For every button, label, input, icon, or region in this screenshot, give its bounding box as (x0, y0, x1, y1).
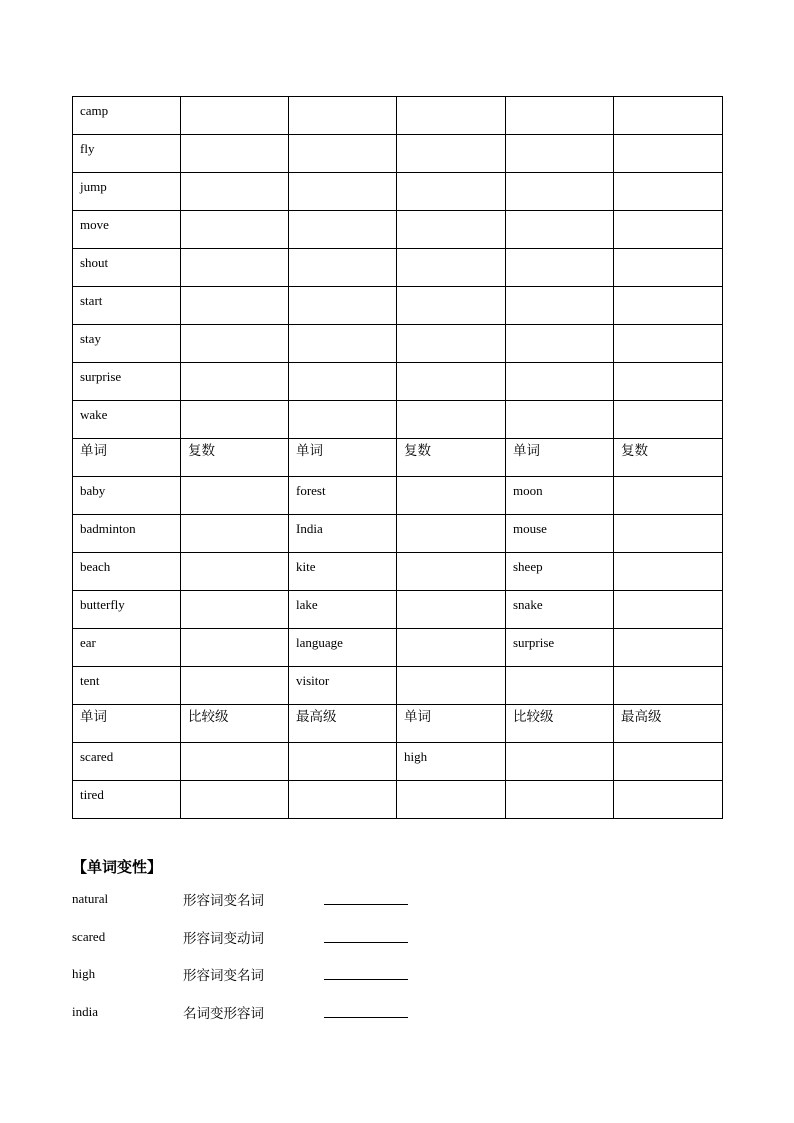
answer-cell[interactable] (397, 477, 506, 515)
cell-text: camp (80, 103, 109, 118)
cell-text (404, 667, 498, 674)
answer-cell[interactable] (397, 515, 506, 553)
cell-text (188, 477, 281, 484)
word-cell (73, 477, 181, 515)
answer-cell[interactable] (506, 325, 614, 363)
table-row (73, 211, 723, 249)
header-cell (289, 439, 397, 477)
answer-cell[interactable] (181, 629, 289, 667)
word-cell (73, 743, 181, 781)
cell-text: 单词 (296, 443, 323, 459)
answer-cell[interactable] (289, 781, 397, 819)
cell-text (513, 249, 606, 256)
cell-text (513, 363, 606, 370)
cell-text (188, 781, 281, 788)
cell-text (513, 743, 606, 750)
table-body (73, 97, 723, 819)
answer-cell[interactable] (506, 249, 614, 287)
conversion-word: natural (72, 891, 109, 906)
cell-text (513, 781, 606, 788)
answer-cell[interactable] (506, 135, 614, 173)
cell-text: visitor (296, 673, 330, 688)
table-row (73, 629, 723, 667)
word-cell (73, 173, 181, 211)
answer-cell[interactable] (614, 211, 723, 249)
cell-text: 比较级 (513, 709, 554, 725)
cell-text (404, 325, 498, 332)
cell-text: 复数 (621, 443, 648, 459)
cell-text (188, 135, 281, 142)
header-cell (397, 705, 506, 743)
cell-text (188, 97, 281, 104)
answer-cell[interactable] (397, 363, 506, 401)
header-cell (181, 705, 289, 743)
answer-cell[interactable] (397, 97, 506, 135)
cell-text (513, 401, 606, 408)
cell-text (621, 477, 715, 484)
cell-text (513, 173, 606, 180)
word-cell (73, 667, 181, 705)
cell-text (621, 135, 715, 142)
cell-text: kite (296, 559, 316, 574)
cell-text: tired (80, 787, 104, 802)
cell-text (296, 97, 389, 104)
answer-cell[interactable] (397, 401, 506, 439)
cell-text: wake (80, 407, 108, 422)
cell-text: sheep (513, 559, 543, 574)
answer-blank[interactable] (324, 1017, 408, 1018)
table-row (73, 97, 723, 135)
word-cell (506, 553, 614, 591)
word-cell (506, 629, 614, 667)
cell-text: badminton (80, 521, 136, 536)
cell-text: scared (80, 749, 114, 764)
word-cell (289, 477, 397, 515)
table-row (73, 477, 723, 515)
answer-cell[interactable] (289, 743, 397, 781)
word-cell (289, 591, 397, 629)
table-row (73, 325, 723, 363)
cell-text (404, 249, 498, 256)
cell-text (296, 743, 389, 750)
answer-cell[interactable] (181, 477, 289, 515)
cell-text: 比较级 (188, 709, 229, 725)
table-row (73, 743, 723, 781)
answer-cell[interactable] (181, 211, 289, 249)
cell-text: 最高级 (621, 709, 662, 725)
cell-text (621, 97, 715, 104)
word-cell (73, 363, 181, 401)
answer-cell[interactable] (181, 667, 289, 705)
conversion-type: 名词变形容词 (183, 1005, 264, 1022)
cell-text (404, 135, 498, 142)
cell-text: start (80, 293, 103, 308)
cell-text (188, 211, 281, 218)
cell-text (621, 173, 715, 180)
cell-text: butterfly (80, 597, 125, 612)
cell-text (188, 173, 281, 180)
cell-text (296, 211, 389, 218)
table-row (73, 363, 723, 401)
conversion-type: 形容词变动词 (183, 930, 264, 947)
cell-text (621, 553, 715, 560)
cell-text (621, 211, 715, 218)
cell-text (188, 401, 281, 408)
header-cell (506, 439, 614, 477)
table-row (73, 515, 723, 553)
cell-text: shout (80, 255, 109, 270)
conversion-item (72, 964, 472, 1002)
word-cell (506, 515, 614, 553)
cell-text: snake (513, 597, 543, 612)
cell-text (296, 781, 389, 788)
answer-cell[interactable] (181, 173, 289, 211)
word-cell (73, 249, 181, 287)
answer-cell[interactable] (614, 325, 723, 363)
cell-text: language (296, 635, 343, 650)
answer-cell[interactable] (289, 401, 397, 439)
cell-text (621, 325, 715, 332)
cell-text: 单词 (80, 443, 107, 459)
cell-text (188, 249, 281, 256)
conversion-type: 形容词变名词 (183, 893, 264, 909)
cell-text (188, 325, 281, 332)
answer-cell[interactable] (614, 515, 723, 553)
table-header-row (73, 439, 723, 477)
cell-text (513, 325, 606, 332)
table-row (73, 173, 723, 211)
table-row (73, 553, 723, 591)
table-header-row (73, 705, 723, 743)
cell-text: India (296, 521, 323, 536)
answer-blank[interactable] (324, 979, 408, 980)
header-cell (614, 439, 723, 477)
table-row (73, 287, 723, 325)
word-cell (73, 97, 181, 135)
cell-text (404, 781, 498, 788)
answer-cell[interactable] (614, 363, 723, 401)
cell-text: 单词 (80, 709, 107, 725)
cell-text: surprise (513, 635, 555, 650)
cell-text (404, 211, 498, 218)
cell-text (188, 629, 281, 636)
cell-text (404, 173, 498, 180)
cell-text (621, 515, 715, 522)
word-conversion-list (72, 889, 472, 1039)
answer-cell[interactable] (289, 135, 397, 173)
cell-text (188, 363, 281, 370)
answer-cell[interactable] (614, 97, 723, 135)
cell-text (296, 173, 389, 180)
table-row (73, 135, 723, 173)
table-row (73, 401, 723, 439)
word-cell (73, 211, 181, 249)
answer-cell[interactable] (397, 211, 506, 249)
conversion-type: 形容词变名词 (183, 968, 264, 984)
answer-cell[interactable] (181, 743, 289, 781)
answer-cell[interactable] (614, 629, 723, 667)
cell-text (188, 515, 281, 522)
answer-cell[interactable] (614, 553, 723, 591)
cell-text (621, 363, 715, 370)
cell-text: beach (80, 559, 111, 574)
cell-text (513, 97, 606, 104)
answer-cell[interactable] (181, 135, 289, 173)
answer-cell[interactable] (506, 363, 614, 401)
answer-cell[interactable] (289, 97, 397, 135)
table-row (73, 591, 723, 629)
cell-text: mouse (513, 521, 547, 536)
answer-cell[interactable] (614, 667, 723, 705)
word-cell (73, 401, 181, 439)
answer-cell[interactable] (181, 325, 289, 363)
cell-text: high (404, 749, 428, 764)
cell-text (621, 401, 715, 408)
word-cell (73, 553, 181, 591)
word-conversion-title: 【单词变性】 (72, 858, 163, 876)
header-cell (73, 439, 181, 477)
answer-cell[interactable] (289, 363, 397, 401)
answer-cell[interactable] (614, 477, 723, 515)
word-cell (506, 591, 614, 629)
cell-text: baby (80, 483, 106, 498)
cell-text (513, 211, 606, 218)
word-cell (289, 667, 397, 705)
conversion-word: india (72, 1003, 98, 1019)
cell-text (404, 97, 498, 104)
word-cell (73, 287, 181, 325)
answer-cell[interactable] (397, 287, 506, 325)
word-cell (289, 553, 397, 591)
word-cell (73, 515, 181, 553)
answer-cell[interactable] (506, 211, 614, 249)
answer-cell[interactable] (181, 363, 289, 401)
answer-cell[interactable] (506, 667, 614, 705)
answer-cell[interactable] (397, 667, 506, 705)
cell-text (621, 743, 715, 750)
answer-cell[interactable] (397, 249, 506, 287)
answer-cell[interactable] (289, 287, 397, 325)
answer-cell[interactable] (506, 743, 614, 781)
cell-text (296, 249, 389, 256)
cell-text (404, 553, 498, 560)
answer-cell[interactable] (181, 781, 289, 819)
answer-cell[interactable] (289, 325, 397, 363)
cell-text: move (80, 217, 109, 232)
cell-text: surprise (80, 369, 122, 384)
answer-cell[interactable] (614, 249, 723, 287)
answer-cell[interactable] (289, 173, 397, 211)
answer-cell[interactable] (397, 135, 506, 173)
table-row (73, 781, 723, 819)
cell-text (621, 287, 715, 294)
answer-cell[interactable] (614, 135, 723, 173)
cell-text (513, 287, 606, 294)
answer-cell[interactable] (181, 97, 289, 135)
word-forms-table (72, 96, 723, 819)
table-row (73, 667, 723, 705)
answer-cell[interactable] (397, 553, 506, 591)
cell-text (404, 629, 498, 636)
answer-cell[interactable] (181, 591, 289, 629)
answer-blank[interactable] (324, 904, 408, 905)
word-cell (73, 781, 181, 819)
answer-cell[interactable] (506, 287, 614, 325)
answer-cell[interactable] (181, 401, 289, 439)
cell-text (621, 249, 715, 256)
cell-text: moon (513, 483, 543, 498)
cell-text (621, 781, 715, 788)
conversion-item (72, 1002, 472, 1040)
cell-text (513, 667, 606, 674)
cell-text: stay (80, 331, 101, 346)
header-cell (289, 705, 397, 743)
answer-cell[interactable] (181, 287, 289, 325)
word-cell (289, 515, 397, 553)
cell-text (404, 363, 498, 370)
answer-cell[interactable] (614, 781, 723, 819)
answer-cell[interactable] (289, 211, 397, 249)
header-cell (397, 439, 506, 477)
answer-cell[interactable] (397, 781, 506, 819)
header-cell (73, 705, 181, 743)
cell-text (296, 401, 389, 408)
word-cell (73, 135, 181, 173)
cell-text (296, 363, 389, 370)
word-cell (289, 629, 397, 667)
cell-text: 最高级 (296, 709, 337, 725)
answer-cell[interactable] (614, 743, 723, 781)
answer-cell[interactable] (614, 173, 723, 211)
table-row (73, 249, 723, 287)
word-cell (73, 325, 181, 363)
answer-blank[interactable] (324, 942, 408, 943)
cell-text: 复数 (404, 443, 431, 459)
cell-text (513, 135, 606, 142)
conversion-word: scared (72, 928, 106, 944)
word-cell (73, 591, 181, 629)
answer-cell[interactable] (181, 553, 289, 591)
answer-cell[interactable] (614, 401, 723, 439)
cell-text (188, 591, 281, 598)
cell-text (188, 743, 281, 750)
cell-text (188, 287, 281, 294)
cell-text: 单词 (404, 709, 431, 725)
conversion-item (72, 927, 472, 965)
word-cell (397, 743, 506, 781)
cell-text: ear (80, 635, 96, 650)
header-cell (506, 705, 614, 743)
cell-text (621, 629, 715, 636)
cell-text: lake (296, 597, 318, 612)
answer-cell[interactable] (289, 249, 397, 287)
cell-text (188, 667, 281, 674)
answer-cell[interactable] (506, 97, 614, 135)
answer-cell[interactable] (181, 515, 289, 553)
answer-cell[interactable] (397, 591, 506, 629)
cell-text (621, 591, 715, 598)
answer-cell[interactable] (397, 629, 506, 667)
word-cell (506, 477, 614, 515)
answer-cell[interactable] (614, 287, 723, 325)
answer-cell[interactable] (397, 173, 506, 211)
cell-text: jump (80, 179, 107, 194)
cell-text (404, 591, 498, 598)
cell-text (296, 287, 389, 294)
cell-text (404, 477, 498, 484)
cell-text (188, 553, 281, 560)
cell-text (404, 287, 498, 294)
answer-cell[interactable] (397, 325, 506, 363)
cell-text (404, 515, 498, 522)
cell-text (296, 135, 389, 142)
cell-text (404, 401, 498, 408)
cell-text (621, 667, 715, 674)
answer-cell[interactable] (181, 249, 289, 287)
conversion-word: high (72, 966, 96, 981)
cell-text: 复数 (188, 443, 215, 459)
header-cell (181, 439, 289, 477)
cell-text (296, 325, 389, 332)
cell-text: tent (80, 673, 100, 688)
answer-cell[interactable] (614, 591, 723, 629)
header-cell (614, 705, 723, 743)
answer-cell[interactable] (506, 173, 614, 211)
word-cell (73, 629, 181, 667)
conversion-item (72, 889, 472, 927)
cell-text: fly (80, 141, 95, 156)
answer-cell[interactable] (506, 781, 614, 819)
answer-cell[interactable] (506, 401, 614, 439)
cell-text: forest (296, 483, 326, 498)
cell-text: 单词 (513, 443, 540, 459)
